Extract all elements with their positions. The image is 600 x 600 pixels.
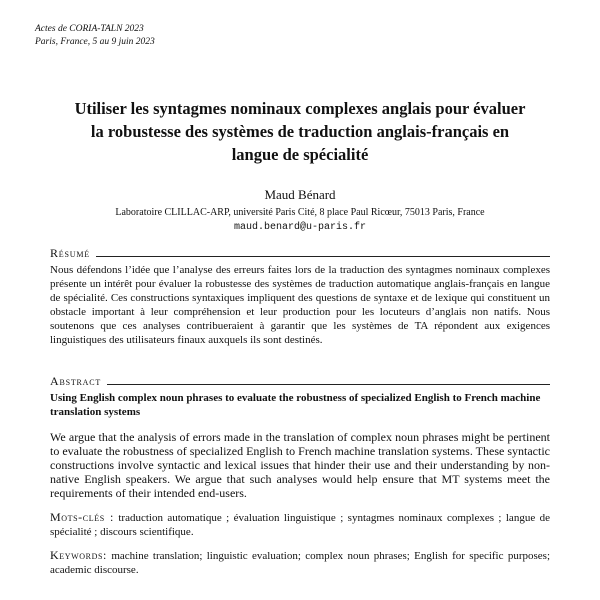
author-affiliation: Laboratoire CLILLAC-ARP, université Paris Cité, 8 place Paul Ricœur, 75013 Paris, France <box>115 207 485 218</box>
resume-heading-label: Résumé <box>50 246 90 260</box>
paper-title <box>40 97 560 166</box>
keywords-fr-text: traduction automatique ; évaluation linguistique ; syntagmes nominaux complexes ; langue de spécialité ; discours scientifique. <box>50 512 550 538</box>
abstract-english-title: Using English complex noun phrases to evaluate the robustness of specialized English to French machine translation systems <box>50 392 541 418</box>
title-line-3: langue de spécialité <box>231 145 369 164</box>
keywords-en-text: machine translation; linguistic evaluation; complex noun phrases; English for specific purposes; academic discourse. <box>50 550 550 576</box>
author-email: maud.benard@u-paris.fr <box>233 222 367 233</box>
resume-heading <box>50 246 550 260</box>
resume-text: Nous défendons l’idée que l’analyse des erreurs faites lors de la traduction des syntagmes nominaux complexes présente un intérêt pour évaluer la robustesse des systèmes de traduction automatique anglais-français en langue de spécialité. Ces constructions syntaxiques impliquent des questions de syntaxe et de lexique qui constituent un obstacle important à leur compréhension et leur production pour les locuteurs d’anglais non natifs. Nous soutenons que ces analyses contribueraient à garantir que les systèmes de TA répondent aux exigences linguistiques des utilisateurs finaux auxquels ils sont destinés. <box>50 264 550 346</box>
title-line-2: la robustesse des systèmes de traduction anglais-français en <box>90 122 510 141</box>
abstract-heading-rule <box>107 384 550 385</box>
author-name: Maud Bénard <box>264 187 336 202</box>
abstract-heading-label: Abstract <box>50 374 102 388</box>
venue-info <box>35 23 155 49</box>
title-line-1: Utiliser les syntagmes nominaux complexes anglais pour évaluer <box>74 99 526 118</box>
venue-name: Actes de CORIA-TALN 2023 <box>35 24 144 34</box>
abstract-heading <box>50 374 550 388</box>
venue-location-date: Paris, France, 5 au 9 juin 2023 <box>35 37 155 47</box>
keywords-fr <box>50 510 550 539</box>
resume-heading-rule <box>96 256 550 257</box>
keywords-en-label: Keywords: <box>50 548 107 562</box>
keywords-en <box>50 548 550 577</box>
keywords-fr-label: Mots-clés : <box>50 510 114 524</box>
abstract-text: We argue that the analysis of errors made in the translation of complex noun phrases might be pertinent to evaluate the robustness of specialized English to French machine translation systems. These syntactic constructions involve syntactic and lexical issues that hinder their use and their understanding by non-native English speakers. We argue that such analyses would help ensure that MT systems meet the requirements of their intended end-users. <box>50 430 550 500</box>
